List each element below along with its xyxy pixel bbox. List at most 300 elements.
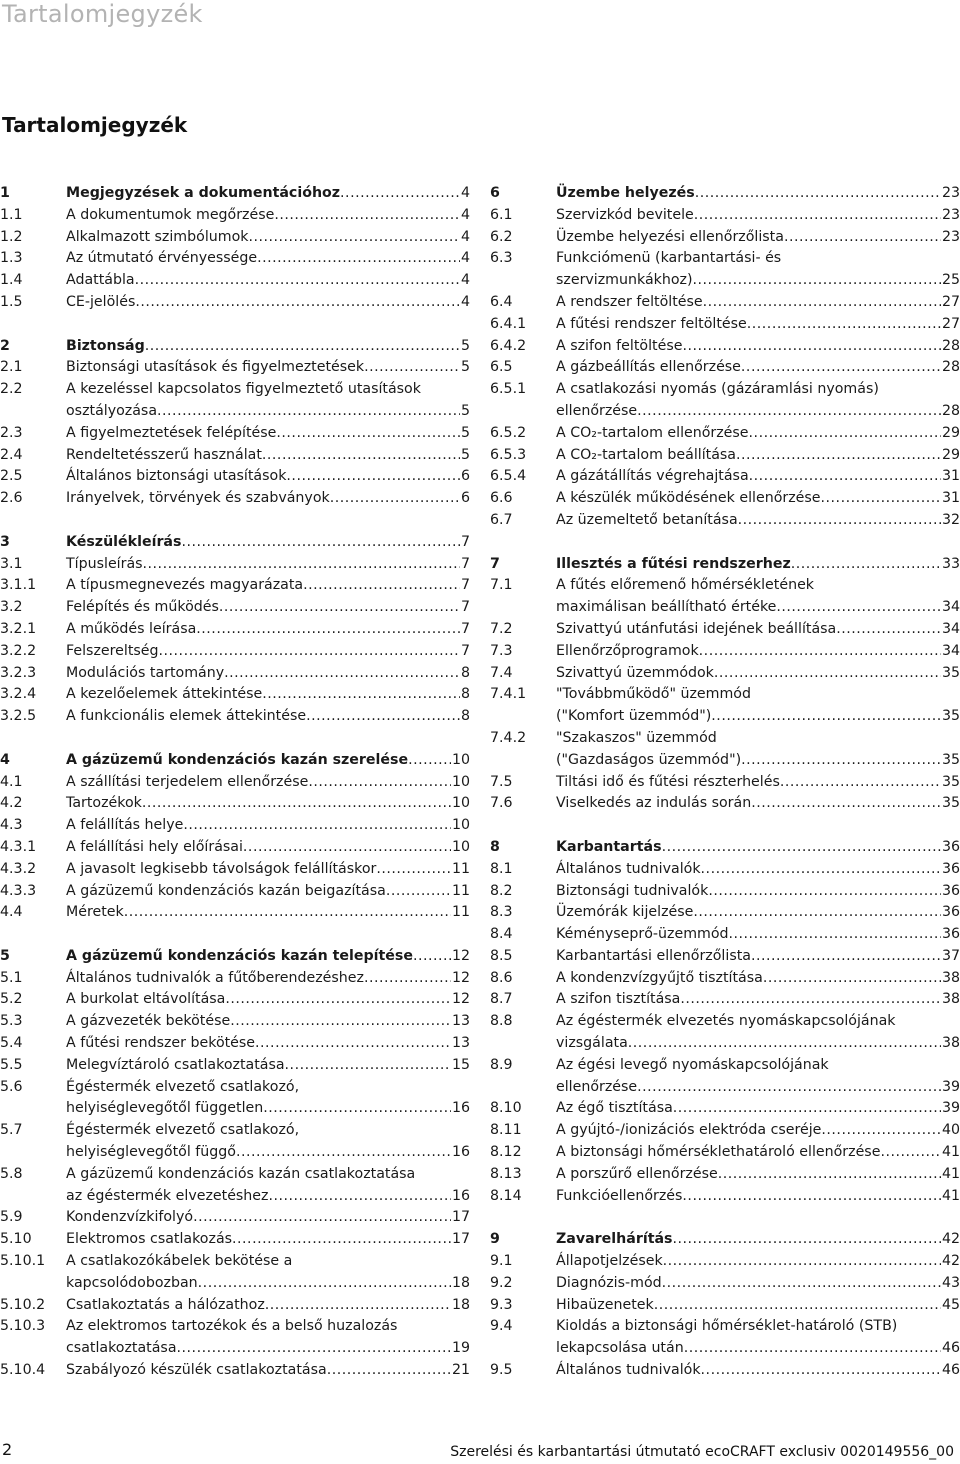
toc-entry-line xyxy=(556,619,960,641)
toc-entry-body xyxy=(556,663,960,685)
toc-entry[interactable] xyxy=(0,554,470,576)
toc-entry[interactable] xyxy=(490,793,960,815)
toc-entry[interactable] xyxy=(490,924,960,946)
toc-entry-title: A rendszer feltöltése xyxy=(556,293,703,310)
toc-entry[interactable] xyxy=(0,532,470,554)
toc-entry-page: 40 xyxy=(941,1122,960,1139)
toc-entry-title: Általános tudnivalók xyxy=(556,1362,701,1379)
toc-entry-page: 38 xyxy=(941,969,960,986)
toc-entry-page: 41 xyxy=(941,1144,960,1161)
toc-entry-number: 6.5.4 xyxy=(490,468,527,485)
toc-entry-body xyxy=(66,815,470,837)
toc-entry-number: 7.4.2 xyxy=(490,729,527,746)
toc-entry[interactable] xyxy=(490,205,960,227)
toc-entry-line xyxy=(66,1316,470,1338)
toc-entry[interactable] xyxy=(0,336,470,358)
toc-entry[interactable] xyxy=(0,750,470,772)
toc-entry[interactable] xyxy=(490,989,960,1011)
toc-leader-dots xyxy=(196,619,460,641)
toc-entry-line xyxy=(556,1077,960,1099)
page-header xyxy=(0,0,960,40)
toc-leader-dots xyxy=(791,554,941,576)
toc-entry-body xyxy=(66,750,470,772)
toc-entry-page: 31 xyxy=(941,468,960,485)
toc-entry[interactable] xyxy=(490,248,960,292)
toc-entry[interactable] xyxy=(0,663,470,685)
toc-entry[interactable] xyxy=(490,1360,960,1382)
toc-entry[interactable] xyxy=(0,1316,470,1360)
toc-entry-body xyxy=(556,1120,960,1142)
toc-entry-page: 12 xyxy=(451,947,470,964)
toc-entry-body xyxy=(556,445,960,467)
toc-entry-page: 12 xyxy=(451,991,470,1008)
toc-entry-line xyxy=(66,336,470,358)
toc-entry[interactable] xyxy=(0,183,470,205)
toc-entry[interactable] xyxy=(0,597,470,619)
toc-leader-dots xyxy=(135,292,460,314)
toc-entry-line xyxy=(66,1077,470,1099)
toc-entry-title: A csatlakozókábelek bekötése a xyxy=(66,1253,293,1270)
toc-entry-body xyxy=(556,1164,960,1186)
toc-entry-page: 34 xyxy=(941,642,960,659)
toc-entry[interactable] xyxy=(490,684,960,728)
toc-entry-line xyxy=(556,1055,960,1077)
toc-entry-number: 8.3 xyxy=(490,904,513,921)
toc-entry[interactable] xyxy=(0,1295,470,1317)
toc-entry[interactable] xyxy=(0,837,470,859)
toc-entry-number: 4.3.1 xyxy=(0,838,37,855)
toc-entry-page: 17 xyxy=(451,1209,470,1226)
toc-entry-line xyxy=(556,641,960,663)
toc-leader-dots xyxy=(751,946,941,968)
toc-leader-dots xyxy=(413,946,451,968)
toc-entry-number: 5.10.2 xyxy=(0,1296,46,1313)
toc-entry-line xyxy=(556,859,960,881)
toc-entry[interactable] xyxy=(490,1142,960,1164)
toc-entry-title: Tiltási idő és fűtési részterhelés xyxy=(556,773,780,790)
toc-entry[interactable] xyxy=(0,466,470,488)
toc-entry-body xyxy=(556,1273,960,1295)
toc-entry-page: 35 xyxy=(941,773,960,790)
toc-entry-number: 7.5 xyxy=(490,773,513,790)
toc-leader-dots xyxy=(662,837,941,859)
toc-entry-page: 23 xyxy=(941,185,960,201)
toc-entry[interactable] xyxy=(490,1186,960,1208)
toc-entry-page: 18 xyxy=(451,1274,470,1291)
toc-leader-dots xyxy=(364,357,460,379)
toc-entry-page: 34 xyxy=(941,620,960,637)
toc-entry-page: 5 xyxy=(460,446,470,463)
toc-leader-dots xyxy=(135,270,460,292)
toc-entry-page: 43 xyxy=(941,1274,960,1291)
toc-leader-dots xyxy=(224,663,460,685)
toc-entry-title: Melegvíztároló csatlakoztatása xyxy=(66,1056,285,1073)
toc-entry-line xyxy=(66,597,470,619)
toc-leader-dots xyxy=(708,881,941,903)
toc-leader-dots xyxy=(693,902,941,924)
toc-entry-number: 7.4.1 xyxy=(490,686,527,703)
toc-leader-dots xyxy=(177,1338,451,1360)
toc-entry-page: 27 xyxy=(941,315,960,332)
toc-leader-dots xyxy=(673,1229,941,1251)
toc-entry-body xyxy=(66,684,470,706)
toc-entry-body xyxy=(556,423,960,445)
toc-entry[interactable] xyxy=(490,510,960,532)
toc-entry-title: ellenőrzése xyxy=(556,1078,638,1095)
toc-entry[interactable] xyxy=(490,488,960,510)
toc-entry-line xyxy=(556,554,960,576)
toc-entry-body xyxy=(556,1295,960,1317)
toc-entry-title: Biztonsági tudnivalók xyxy=(556,882,709,899)
toc-entry-body xyxy=(66,1229,470,1251)
toc-entry[interactable] xyxy=(0,1207,470,1229)
toc-entry-title: Zavarelhárítás xyxy=(556,1231,673,1248)
toc-entry-title: Rendeltetésszerű használat xyxy=(66,446,262,463)
toc-entry-body xyxy=(66,554,470,576)
toc-entry-title: A javasolt legkisebb távolságok felállításkor xyxy=(66,860,377,877)
toc-entry-page: 10 xyxy=(451,838,470,855)
toc-leader-dots xyxy=(376,859,451,881)
toc-entry-line xyxy=(556,183,960,205)
toc-entry[interactable] xyxy=(490,1055,960,1099)
toc-leader-dots xyxy=(699,641,941,663)
toc-entry-title: A CO₂-tartalom beállítása xyxy=(556,446,736,463)
toc-entry-line xyxy=(556,510,960,532)
toc-entry-body xyxy=(66,597,470,619)
toc-entry[interactable] xyxy=(0,1251,470,1295)
toc-entry-page: 6 xyxy=(460,468,470,485)
toc-entry-line xyxy=(66,575,470,597)
toc-leader-dots xyxy=(747,314,941,336)
toc-entry[interactable] xyxy=(490,1164,960,1186)
toc-entry-number: 3.2.3 xyxy=(0,664,37,681)
toc-entry-title: A fűtés előremenő hőmérsékletének xyxy=(556,577,815,594)
toc-leader-dots xyxy=(836,619,941,641)
toc-leader-dots xyxy=(701,859,941,881)
toc-entry-number: 8.13 xyxy=(490,1165,522,1182)
toc-entry-number: 8.1 xyxy=(490,860,513,877)
toc-entry-number: 5.9 xyxy=(0,1209,23,1226)
toc-leader-dots xyxy=(701,1360,941,1382)
toc-entry[interactable] xyxy=(490,619,960,641)
toc-entry-body xyxy=(556,1316,960,1360)
toc-entry[interactable] xyxy=(0,227,470,249)
toc-entry[interactable] xyxy=(0,1033,470,1055)
toc-entry-line xyxy=(556,1273,960,1295)
toc-entry[interactable] xyxy=(490,1120,960,1142)
toc-entry[interactable] xyxy=(490,314,960,336)
toc-entry[interactable] xyxy=(490,1229,960,1251)
toc-entry-line xyxy=(66,357,470,379)
toc-entry-line xyxy=(66,1251,470,1273)
toc-entry[interactable] xyxy=(490,445,960,467)
toc-entry-body xyxy=(66,1077,470,1121)
toc-entry[interactable] xyxy=(0,445,470,467)
toc-entry-page: 10 xyxy=(451,795,470,812)
toc-entry[interactable] xyxy=(0,292,470,314)
toc-entry-line xyxy=(66,488,470,510)
toc-entry-page: 36 xyxy=(941,860,960,877)
toc-entry-title: A gázüzemű kondenzációs kazán csatlakoztatása xyxy=(66,1165,416,1182)
toc-entry-number: 4 xyxy=(0,751,10,768)
toc-entry-line xyxy=(66,968,470,990)
toc-entry-page: 5 xyxy=(460,359,470,376)
toc-leader-dots xyxy=(274,205,460,227)
toc-entry[interactable] xyxy=(490,357,960,379)
toc-entry[interactable] xyxy=(490,575,960,619)
toc-entry-title: A fűtési rendszer feltöltése xyxy=(556,315,747,332)
toc-entry-body xyxy=(66,968,470,990)
toc-entry-line xyxy=(66,401,470,423)
toc-entry[interactable] xyxy=(490,1251,960,1273)
toc-entry-title: Az égéstermék elvezetés nyomáskapcsolójának xyxy=(556,1013,896,1030)
toc-entry-title: Üzembe helyezési ellenőrzőlista xyxy=(556,228,784,245)
toc-entry-page: 38 xyxy=(941,991,960,1008)
toc-leader-dots xyxy=(680,989,941,1011)
toc-leader-dots xyxy=(364,968,451,990)
toc-entry[interactable] xyxy=(490,423,960,445)
toc-leader-dots xyxy=(143,554,460,576)
toc-entry-line xyxy=(66,1360,470,1382)
toc-entry-body xyxy=(66,859,470,881)
toc-entry[interactable] xyxy=(490,881,960,903)
toc-right-column xyxy=(490,183,960,1382)
toc-entry-line xyxy=(66,423,470,445)
toc-entry-title: Karbantartás xyxy=(556,838,662,855)
toc-entry-body xyxy=(556,859,960,881)
toc-entry[interactable] xyxy=(0,989,470,1011)
toc-entry[interactable] xyxy=(490,837,960,859)
toc-entry[interactable] xyxy=(0,815,470,837)
toc-entry-page: 12 xyxy=(451,969,470,986)
toc-entry[interactable] xyxy=(0,902,470,924)
toc-entry-line xyxy=(66,248,470,270)
toc-entry-page: 28 xyxy=(941,402,960,419)
toc-leader-dots xyxy=(662,1273,941,1295)
toc-entry-number: 4.3.2 xyxy=(0,860,37,877)
toc-entry-number: 7.2 xyxy=(490,620,513,637)
toc-entry-number: 6.5.1 xyxy=(490,381,527,398)
toc-leader-dots xyxy=(741,750,941,772)
toc-entry[interactable] xyxy=(0,641,470,663)
toc-entry-body xyxy=(66,946,470,968)
toc-entry-title: Típusleírás xyxy=(66,555,143,572)
toc-entry[interactable] xyxy=(490,1295,960,1317)
toc-entry-number: 9.4 xyxy=(490,1318,513,1335)
toc-entry-page: 42 xyxy=(941,1231,960,1248)
toc-entry-number: 3 xyxy=(0,533,10,550)
toc-entry[interactable] xyxy=(490,902,960,924)
toc-entry-title: Méretek xyxy=(66,904,124,921)
toc-entry-line xyxy=(66,1055,470,1077)
toc-entry-page: 38 xyxy=(941,1035,960,1052)
toc-entry-body xyxy=(66,706,470,728)
toc-entry[interactable] xyxy=(0,575,470,597)
toc-entry-title: Kioldás a biztonsági hőmérséklet-határoló (STB) xyxy=(556,1318,898,1335)
toc-entry-page: 23 xyxy=(941,228,960,245)
toc-entry[interactable] xyxy=(0,1229,470,1251)
toc-entry-title: Általános biztonsági utasítások xyxy=(66,468,287,485)
toc-entry-body xyxy=(66,575,470,597)
toc-entry[interactable] xyxy=(490,772,960,794)
toc-entry[interactable] xyxy=(0,684,470,706)
toc-leader-dots xyxy=(749,466,941,488)
toc-entry[interactable] xyxy=(490,379,960,423)
toc-entry-body xyxy=(66,1207,470,1229)
toc-entry-number: 5.10 xyxy=(0,1231,32,1248)
toc-entry-number: 4.3.3 xyxy=(0,882,37,899)
toc-entry-line xyxy=(556,1316,960,1338)
toc-entry-page: 5 xyxy=(460,402,470,419)
toc-entry-line xyxy=(556,706,960,728)
toc-entry[interactable] xyxy=(490,554,960,576)
toc-entry-page: 37 xyxy=(941,947,960,964)
toc-entry-page: 4 xyxy=(460,228,470,245)
toc-leader-dots xyxy=(306,706,460,728)
toc-entry-title: A burkolat eltávolítása xyxy=(66,991,226,1008)
toc-entry-line xyxy=(556,357,960,379)
toc-entry-line xyxy=(66,1273,470,1295)
toc-entry-body xyxy=(66,793,470,815)
toc-entry-number: 1.4 xyxy=(0,272,23,289)
toc-entry-line xyxy=(66,1098,470,1120)
toc-entry[interactable] xyxy=(490,183,960,205)
toc-entry-number: 5.4 xyxy=(0,1035,23,1052)
toc-entry[interactable] xyxy=(490,859,960,881)
toc-entry[interactable] xyxy=(0,1077,470,1121)
toc-entry-body xyxy=(556,183,960,205)
toc-entry-body xyxy=(66,1033,470,1055)
toc-entry-title: helyiséglevegőtől függő xyxy=(66,1144,236,1161)
toc-entry-title: Modulációs tartomány xyxy=(66,664,225,681)
toc-entry[interactable] xyxy=(490,1316,960,1360)
toc-leader-dots xyxy=(714,663,941,685)
toc-entry-page: 23 xyxy=(941,206,960,223)
toc-entry-line xyxy=(66,466,470,488)
toc-entry[interactable] xyxy=(0,1055,470,1077)
toc-entry-line xyxy=(556,1295,960,1317)
toc-entry[interactable] xyxy=(0,619,470,641)
toc-entry[interactable] xyxy=(490,946,960,968)
toc-entry-number: 7.1 xyxy=(490,577,513,594)
toc-entry-title: A kezelőelemek áttekintése xyxy=(66,686,263,703)
toc-entry-title: Karbantartási ellenőrzőlista xyxy=(556,947,751,964)
toc-entry-body xyxy=(556,1251,960,1273)
toc-entry-page: 33 xyxy=(941,555,960,572)
toc-leader-dots xyxy=(763,968,941,990)
toc-entry-body xyxy=(66,772,470,794)
toc-entry[interactable] xyxy=(0,248,470,270)
toc-entry-line xyxy=(556,1033,960,1055)
toc-entry[interactable] xyxy=(0,772,470,794)
toc-entry-title: A fűtési rendszer bekötése xyxy=(66,1035,256,1052)
toc-entry-body xyxy=(556,968,960,990)
toc-entry[interactable] xyxy=(490,1098,960,1120)
toc-entry-number: 1 xyxy=(0,185,10,201)
toc-entry-title: A gázátállítás végrehajtása xyxy=(556,468,749,485)
toc-entry-body xyxy=(66,357,470,379)
toc-leader-dots xyxy=(693,270,941,292)
toc-entry-title: Kondenzvízkifolyó xyxy=(66,1209,194,1226)
toc-entry[interactable] xyxy=(0,1120,470,1164)
toc-entry-line xyxy=(556,1120,960,1142)
toc-entry-title: A biztonsági hőmérséklethatároló ellenőrzése xyxy=(556,1144,881,1161)
toc-entry[interactable] xyxy=(490,292,960,314)
toc-entry-body xyxy=(556,1055,960,1099)
toc-entry[interactable] xyxy=(0,488,470,510)
toc-entry-body xyxy=(556,357,960,379)
toc-entry-body xyxy=(66,989,470,1011)
toc-entry[interactable] xyxy=(0,423,470,445)
toc-entry[interactable] xyxy=(490,1011,960,1055)
toc-entry-page: 36 xyxy=(941,926,960,943)
toc-entry[interactable] xyxy=(490,728,960,772)
toc-entry-body xyxy=(556,772,960,794)
toc-entry[interactable] xyxy=(0,968,470,990)
toc-leader-dots xyxy=(386,881,451,903)
toc-entry[interactable] xyxy=(0,706,470,728)
toc-entry-page: 17 xyxy=(451,1231,470,1248)
toc-entry-line xyxy=(556,772,960,794)
toc-entry-title: A típusmegnevezés magyarázata xyxy=(66,577,304,594)
toc-entry[interactable] xyxy=(0,357,470,379)
toc-entry-page: 35 xyxy=(941,751,960,768)
toc-entry-title: A készülék működésének ellenőrzése xyxy=(556,490,821,507)
toc-entry[interactable] xyxy=(0,270,470,292)
toc-entry[interactable] xyxy=(490,466,960,488)
toc-entry-line xyxy=(556,728,960,750)
toc-leader-dots xyxy=(821,488,941,510)
toc-leader-dots xyxy=(285,1055,451,1077)
toc-entry[interactable] xyxy=(0,946,470,968)
toc-entry[interactable] xyxy=(0,793,470,815)
toc-leader-dots xyxy=(225,989,451,1011)
toc-entry[interactable] xyxy=(0,379,470,423)
toc-entry-line xyxy=(556,989,960,1011)
toc-entry[interactable] xyxy=(490,1273,960,1295)
toc-entry-title: Biztonsági utasítások és figyelmeztetések xyxy=(66,359,365,376)
toc-entry[interactable] xyxy=(490,663,960,685)
toc-entry[interactable] xyxy=(490,227,960,249)
toc-entry[interactable] xyxy=(0,1164,470,1208)
toc-leader-dots xyxy=(711,706,941,728)
toc-entry[interactable] xyxy=(490,641,960,663)
toc-entry-line xyxy=(556,1011,960,1033)
toc-entry[interactable] xyxy=(0,1360,470,1382)
toc-entry[interactable] xyxy=(490,336,960,358)
toc-entry-body xyxy=(556,728,960,772)
toc-entry-body xyxy=(556,575,960,619)
toc-entry[interactable] xyxy=(0,205,470,227)
toc-entry[interactable] xyxy=(0,859,470,881)
toc-entry[interactable] xyxy=(0,881,470,903)
toc-entry-body xyxy=(66,881,470,903)
toc-entry[interactable] xyxy=(490,968,960,990)
toc-entry-line xyxy=(556,1186,960,1208)
toc-entry-page: 10 xyxy=(451,773,470,790)
toc-entry-line xyxy=(66,859,470,881)
toc-entry-line xyxy=(556,968,960,990)
toc-entry-page: 36 xyxy=(941,882,960,899)
toc-entry-title: A felállítás helye xyxy=(66,817,184,834)
toc-entry[interactable] xyxy=(0,1011,470,1033)
toc-entry-body xyxy=(66,641,470,663)
toc-entry-line xyxy=(66,554,470,576)
toc-entry-page: 4 xyxy=(460,272,470,289)
toc-entry-line xyxy=(66,183,470,205)
toc-entry-body xyxy=(66,227,470,249)
toc-entry-page: 41 xyxy=(941,1187,960,1204)
